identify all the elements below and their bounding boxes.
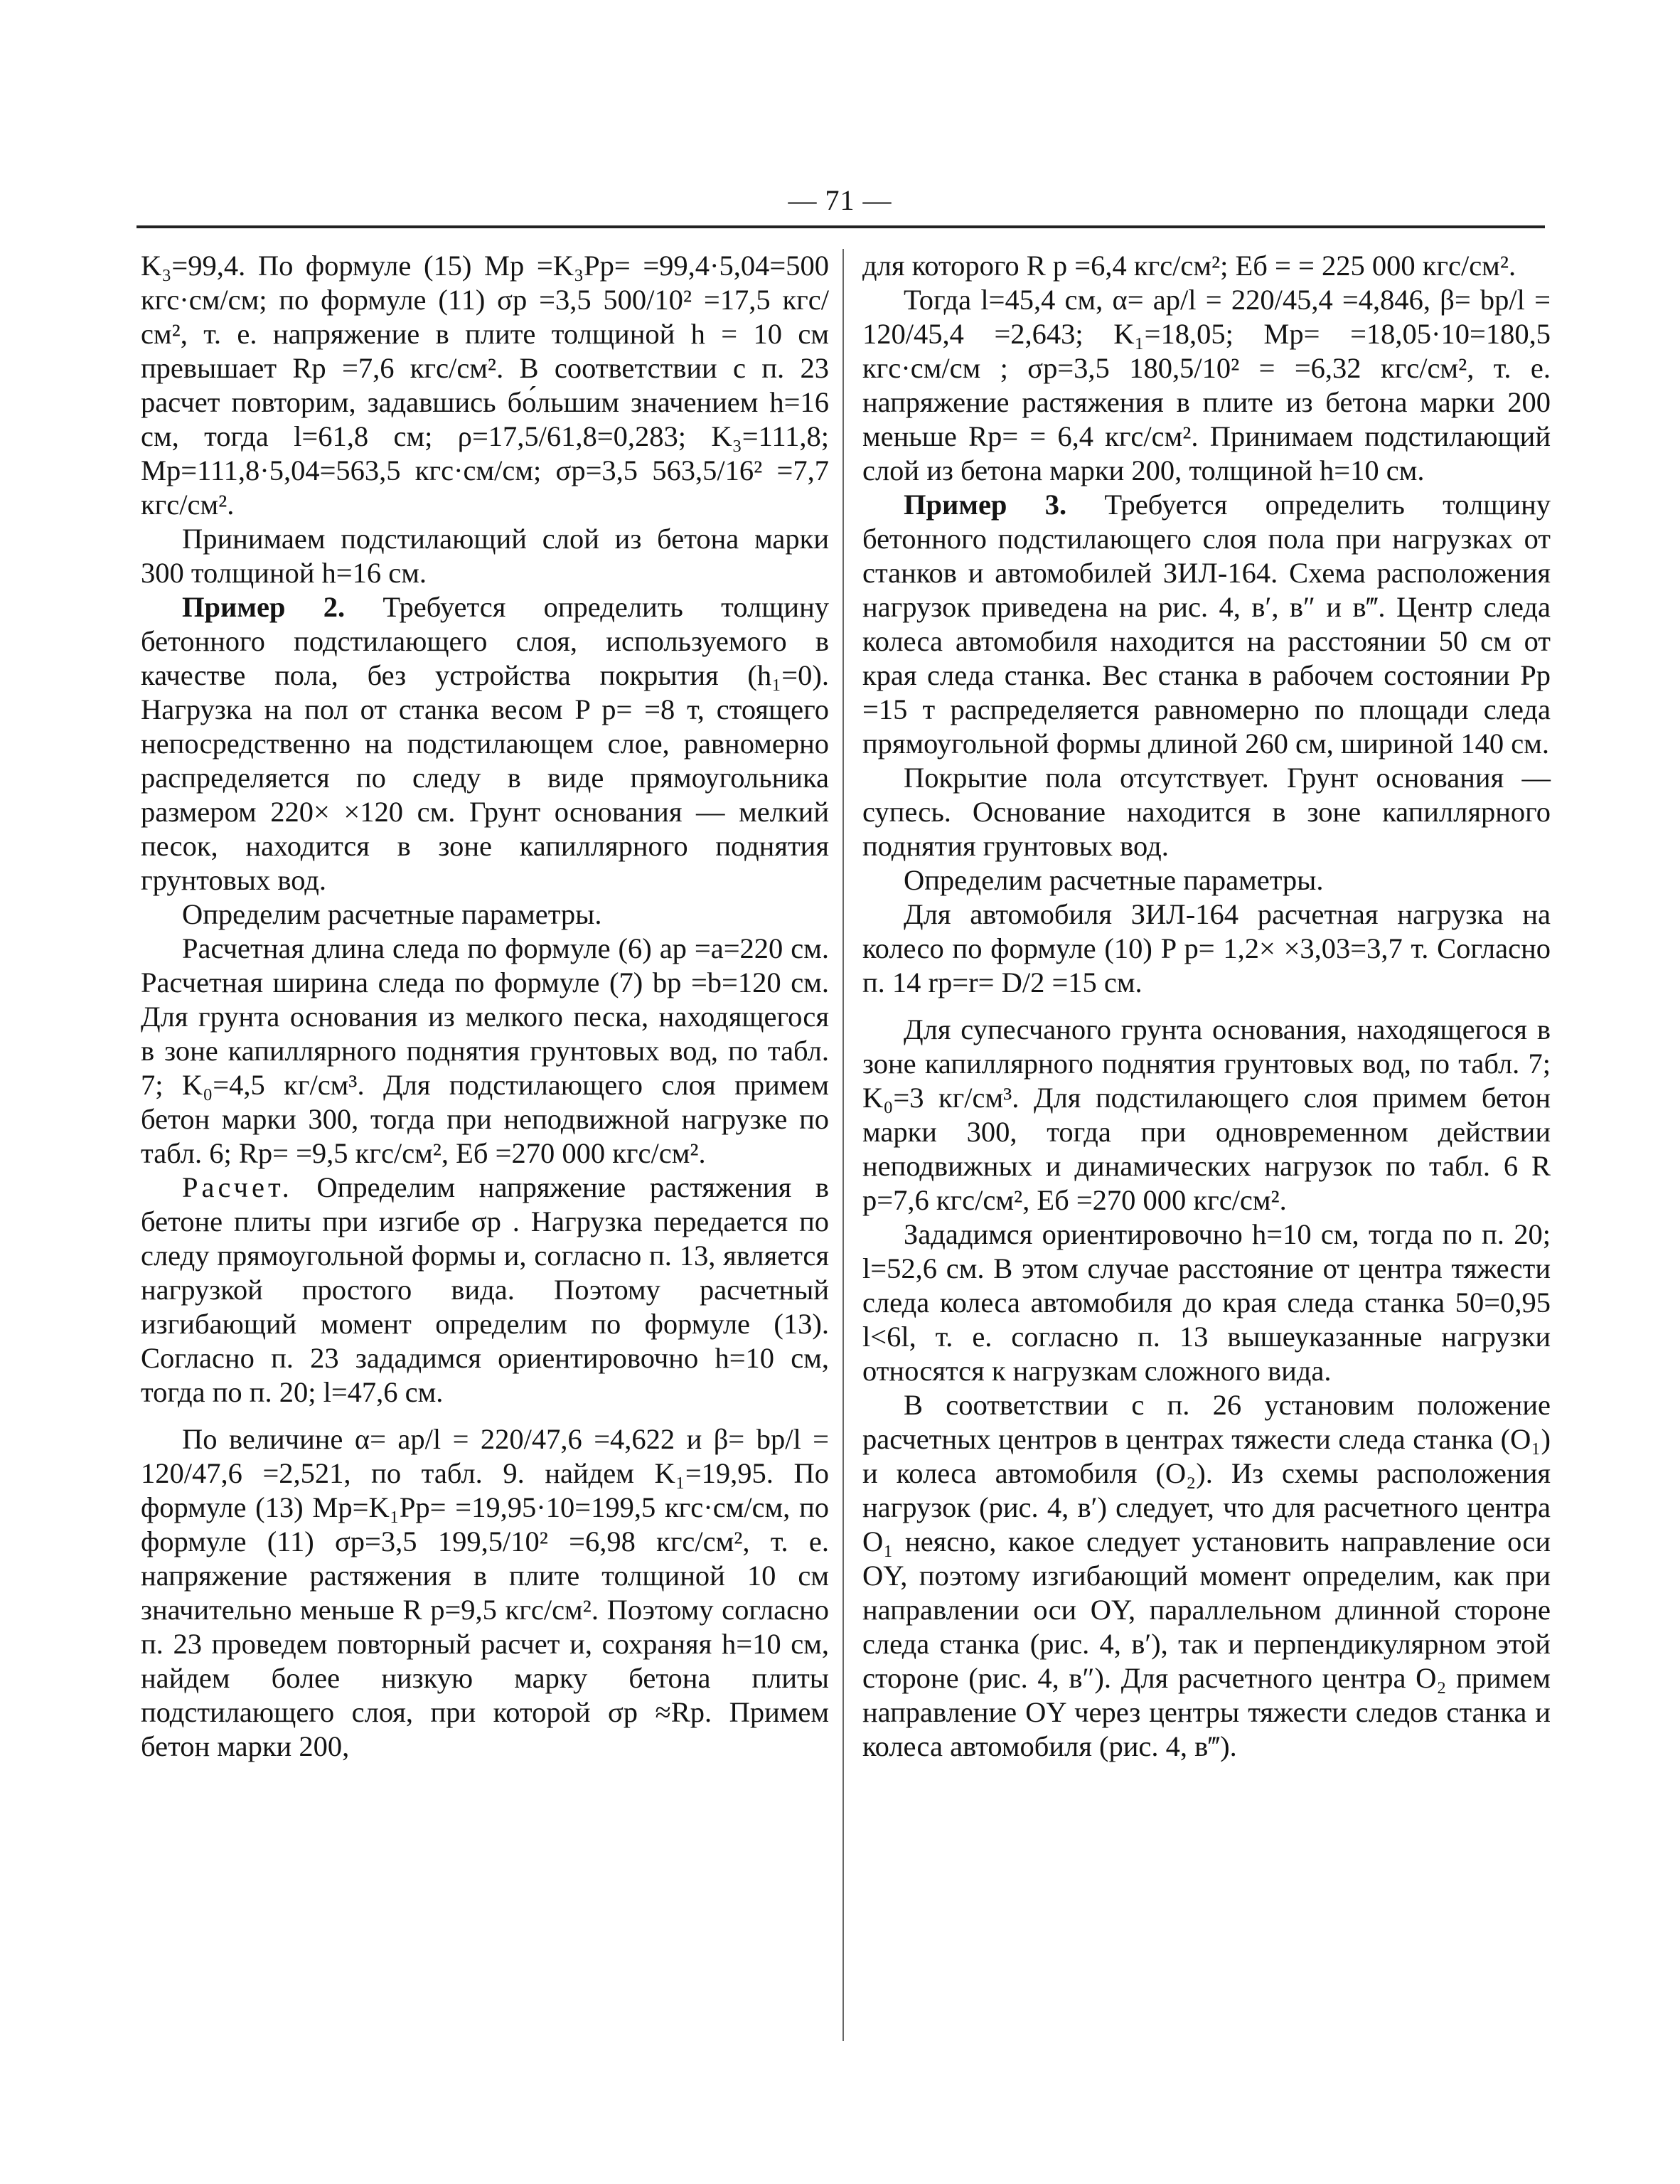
paragraph (141, 1422, 829, 1764)
paragraph (141, 522, 829, 590)
paragraph (141, 1171, 829, 1410)
paragraph (862, 488, 1551, 761)
paragraph (862, 249, 1551, 283)
page-number: — 71 — (788, 184, 892, 216)
left-column (141, 249, 829, 1764)
paragraph-text: Покрытие пола отсутствует. Грунт основания — супесь. Основание находится в зоне капиллярного поднятия грунтовых вод. (862, 762, 1551, 862)
paragraph-text: Тогда l=45,4 см, α= aр/l = 220/45,4 =4,846, β= bр/l = 120/45,4 =2,643; K₁=18,05; Mр= =18,05·10=180,5 кгс·см/см ; σр=3,5 180,5/10² = =6,32 кгс/см², т. е. напряжение растяжения в плите из бетона марки 200 меньше Rр= = 6,4 кгс/см². Принимаем подстилающий слой из бетона марки 200, толщиной h=10 см. (862, 284, 1551, 486)
example-heading: Пример 2. (182, 591, 346, 623)
paragraph-text: Требуется определить толщину бетонного подстилающего слоя пола при нагрузках от станков и автомобилей ЗИЛ-164. Схема расположения нагрузок приведена на рис. 4, в′, в″ и в‴. Центр следа колеса автомобиля находится на расстоянии 50 см от края следа станка. Вес станка в рабочем состоянии Pр =15 т распределяется равномерно по площади следа прямоугольной формы длиной 260 см, шириной 140 см. (862, 489, 1551, 760)
paragraph (862, 1388, 1551, 1764)
paragraph-text: K₃=99,4. По формуле (15) Mр =K₃Pр= =99,4·5,04=500 кгс·см/см; по формуле (11) σр =3,5 500/10² =17,5 кгс/см², т. е. напряжение в плите толщиной h = 10 см превышает Rр =7,6 кгс/см². В соответствии с п. 23 расчет повторим, задавшись бо́льшим значением h=16 см, тогда l=61,8 см; ρ=17,5/61,8=0,283; K₃=111,8; Mр=111,8·5,04=563,5 кгс·см/см; σр=3,5 563,5/16² =7,7 кгс/см². (141, 250, 829, 521)
paragraph-text: Зададимся ориентировочно h=10 см, тогда по п. 20; l=52,6 см. В этом случае расстояние от центра тяжести следа колеса автомобиля до края следа станка 50=0,95 l<6l, т. е. согласно п. 13 вышеуказанные нагрузки относятся к нагрузкам сложного вида. (862, 1218, 1551, 1387)
example-heading: Пример 3. (904, 489, 1067, 521)
right-column (862, 249, 1551, 1764)
paragraph-text: Определим расчетные параметры. (182, 898, 602, 930)
paragraph-text: В соответствии с п. 26 установим положение расчетных центров в центрах тяжести следа станка (O₁) и колеса автомобиля (O₂). Из схемы расположения нагрузок (рис. 4, в′) следует, что для расчетного центра O₁ неясно, какое следует установить направление оси OY, поэтому изгибающий момент определим, как при направлении оси OY, параллельном длинной стороне следа станка (рис. 4, в′), так и перпендикулярном этой стороне (рис. 4, в″). Для расчетного центра O₂ примем направление OY через центры тяжести следов станка и колеса автомобиля (рис. 4, в‴). (862, 1389, 1551, 1762)
paragraph (862, 283, 1551, 488)
paragraph-text: Для супесчаного грунта основания, находящегося в зоне капиллярного поднятия грунтовых вод, по табл. 7; K₀=3 кг/см³. Для подстилающего слоя примем бетон марки 300, тогда при одновременном действии неподвижных и динамических нагрузок по табл. 6 R р=7,6 кгс/см², Eб =270 000 кгс/см². (862, 1013, 1551, 1216)
paragraph-text: Определим напряжение растяжения в бетоне плиты при изгибе σр . Нагрузка передается по следу прямоугольной формы и, согласно п. 13, является нагрузкой простого вида. Поэтому расчетный изгибающий момент определим по формуле (13). Согласно п. 23 зададимся ориентировочно h=10 см, тогда по п. 20; l=47,6 см. (141, 1171, 829, 1408)
paragraph-text: Расчетная длина следа по формуле (6) aр =a=220 см. Расчетная ширина следа по формуле (7) bр =b=120 см. Для грунта основания из мелкого песка, находящегося в зоне капиллярного поднятия грунтовых вод, по табл. 7; K₀=4,5 кг/см³. Для подстилающего слоя примем бетон марки 300, тогда при неподвижной нагрузке по табл. 6; Rр= =9,5 кгс/см², Eб =270 000 кгс/см². (141, 932, 829, 1169)
paragraph-text: Определим расчетные параметры. (904, 864, 1324, 896)
paragraph-text: По величине α= aр/l = 220/47,6 =4,622 и β= bр/l = 120/47,6 =2,521, по табл. 9. найдем K₁=19,95. По формуле (13) Mр=K₁Pр= =19,95·10=199,5 кгс·см/см, по формуле (11) σр=3,5 199,5/10² =6,98 кгс/см², т. е. напряжение растяжения в плите толщиной 10 см значительно меньше R р=9,5 кгс/см². Поэтому согласно п. 23 проведем повторный расчет и, сохраняя h=10 см, найдем более низкую марку бетона плиты подстилающего слоя, при которой σр ≈Rр. Примем бетон марки 200, (141, 1423, 829, 1762)
column-divider (842, 249, 844, 2041)
paragraph (862, 863, 1551, 897)
paragraph (141, 249, 829, 522)
paragraph (862, 761, 1551, 863)
paragraph-text: для которого R р =6,4 кгс/см²; Eб = = 225 000 кгс/см². (862, 250, 1516, 282)
paragraph-text: Для автомобиля ЗИЛ-164 расчетная нагрузка на колесо по формуле (10) P р= 1,2× ×3,03=3,7 т. Согласно п. 14 rр=r= D/2 =15 см. (862, 898, 1551, 998)
paragraph-text: Принимаем подстилающий слой из бетона марки 300 толщиной h=16 см. (141, 523, 829, 589)
paragraph (141, 590, 829, 897)
paragraph (141, 897, 829, 932)
paragraph (862, 1013, 1551, 1218)
section-label: Расчет. (182, 1171, 293, 1203)
paragraph-text: Требуется определить толщину бетонного подстилающего слоя, используемого в качестве пола, без устройства покрытия (h₁=0). Нагрузка на пол от станка весом P р= =8 т, стоящего непосредственно на подстилающем слое, равномерно распределяется по следу в виде прямоугольника размером 220× ×120 см. Грунт основания — мелкий песок, находится в зоне капиллярного поднятия грунтовых вод. (141, 591, 829, 896)
header-rule (137, 225, 1545, 228)
paragraph (141, 932, 829, 1171)
paragraph (862, 1218, 1551, 1388)
paragraph (862, 897, 1551, 1000)
